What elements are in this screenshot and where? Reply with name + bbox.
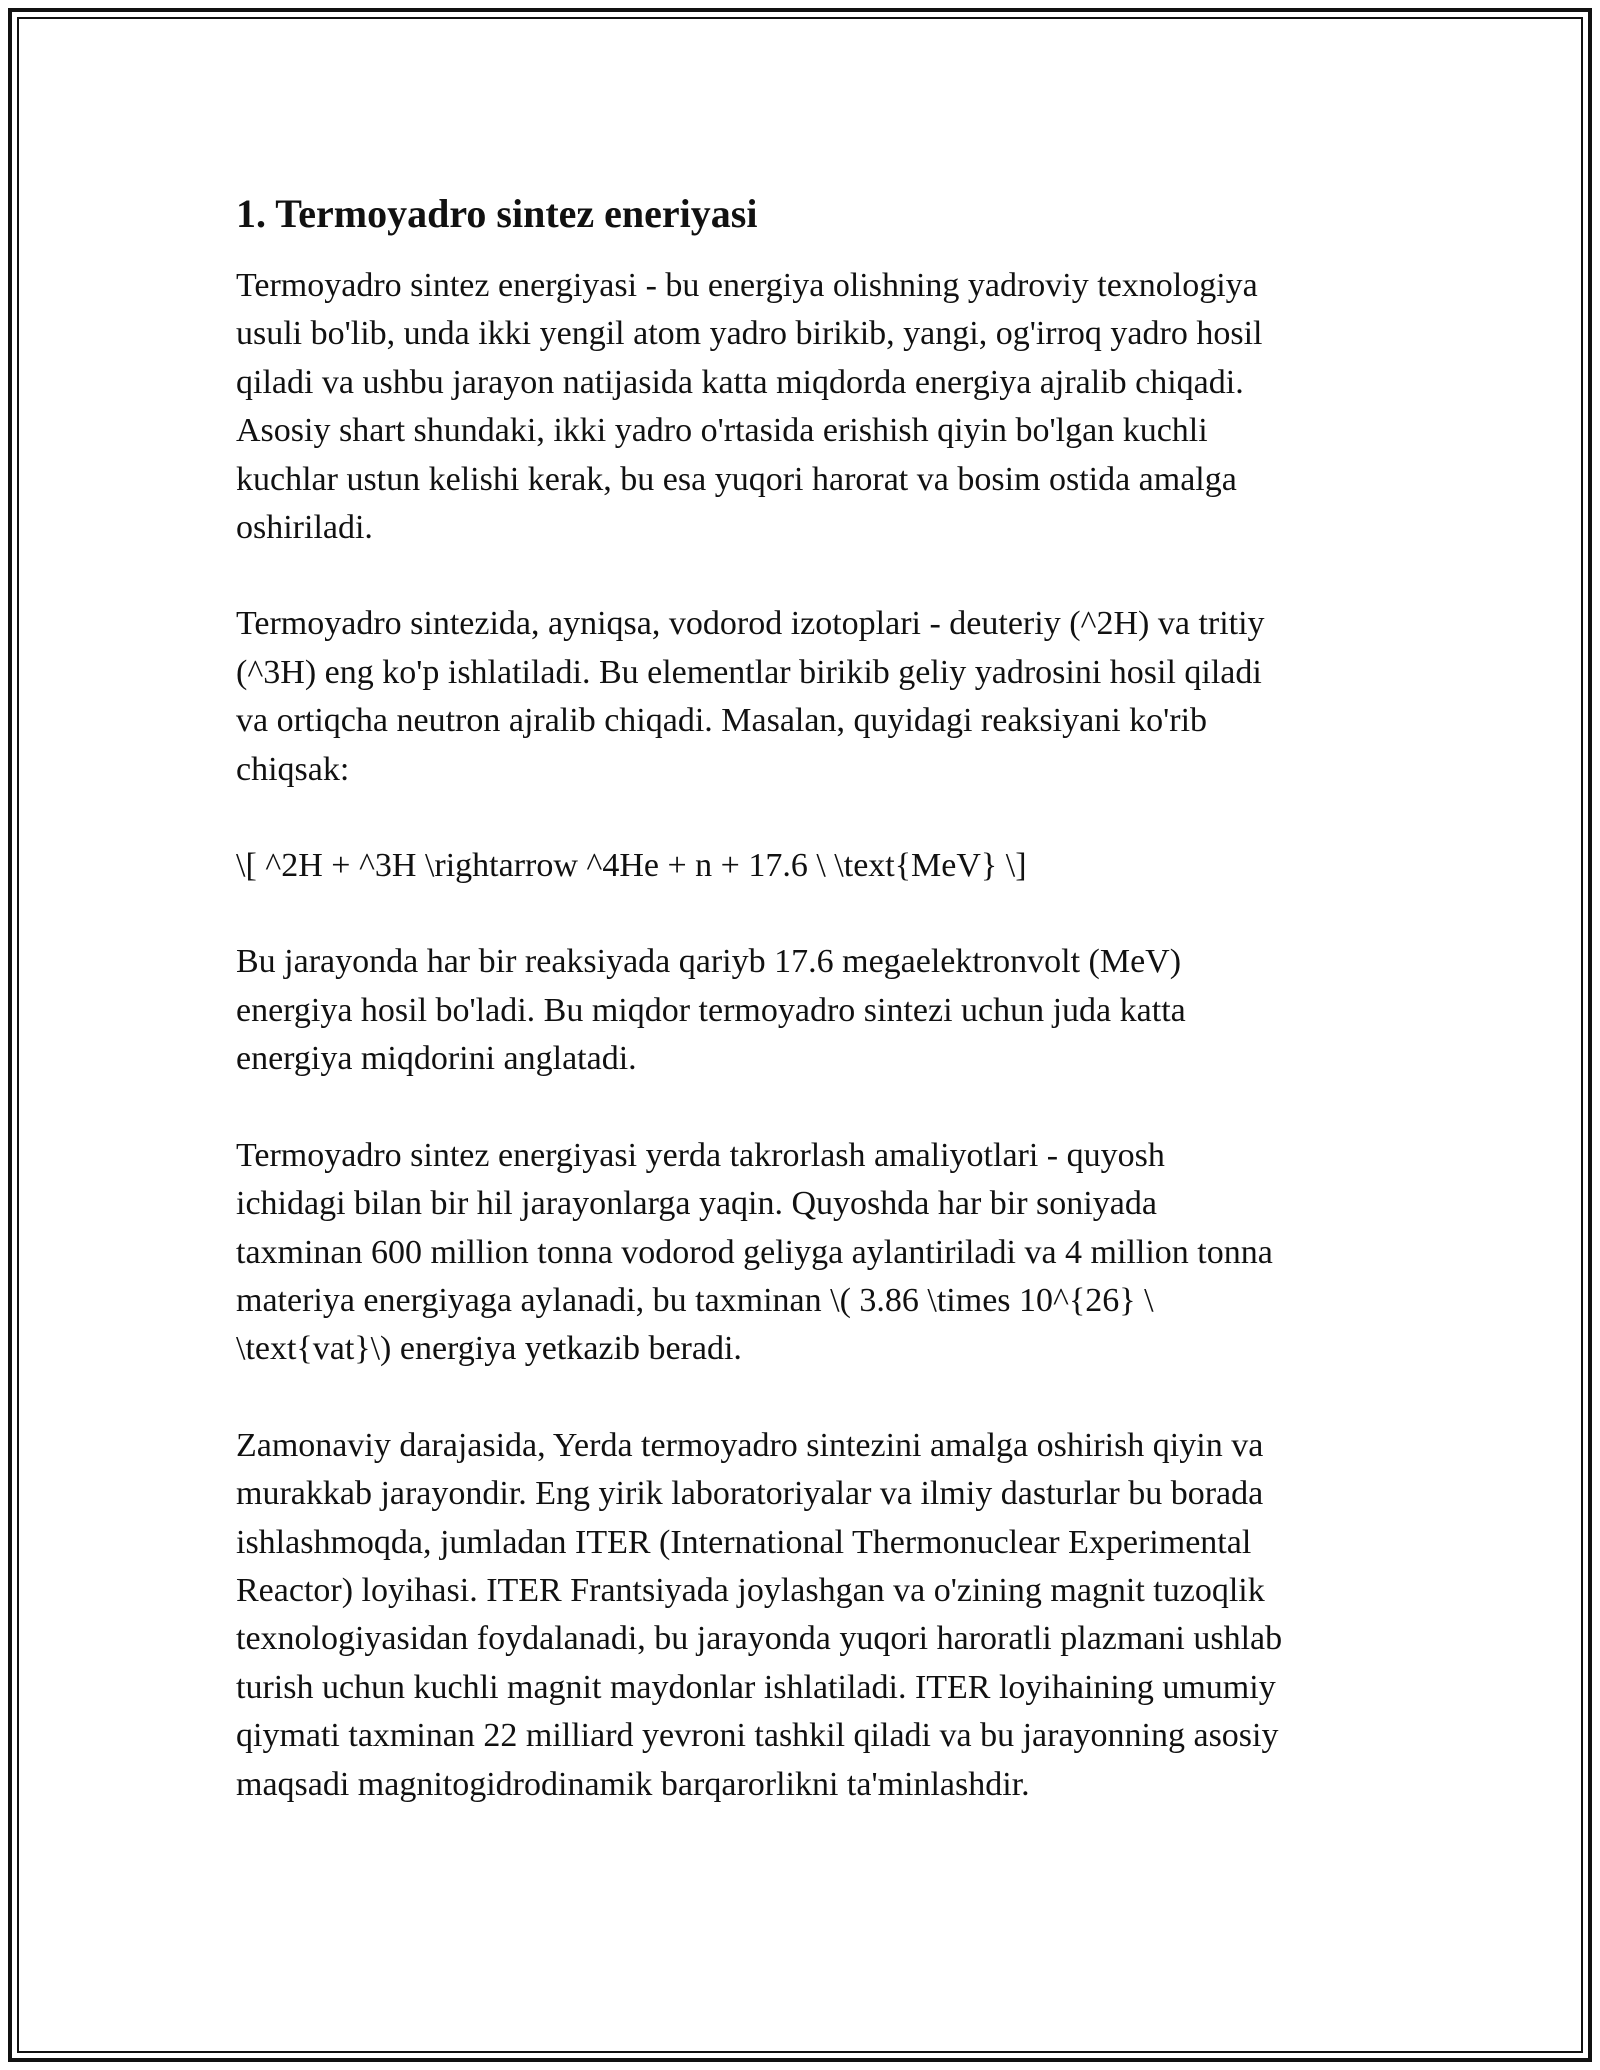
paragraph-isotopes: Termoyadro sintezida, ayniqsa, vodorod izotoplari - deuteriy (^2H) va tritiy (^3H) eng ko'p ishlatiladi. Bu elementlar birikib geliy yadrosini hosil qiladi va ortiqcha neutron ajralib chiqadi. Masalan, quyidagi reaksiyani ko'rib chiqsak: <box>236 605 1265 788</box>
paragraph-iter: Zamonaviy darajasida, Yerda termoyadro sintezini amalga oshirish qiyin va murakkab jarayondir. Eng yirik laboratoriyalar va ilmiy dasturlar bu borada ishlashmoqda, jumladan ITER (International Thermonuclear Experimental Reactor) loyihasi. ITER Frantsiyada joylashgan va o'zining magnit tuzoqlik texnologiyasidan foydalanadi, bu jarayonda yuqori haroratli plazmani ushlab turish uchun kuchli magnit maydonlar ishlatiladi. ITER loyihaining umumiy qiymati taxminan 22 milliard yevroni tashkil qiladi va bu jarayonning asosiy maqsadi magnitogidrodinamik barqarorlikni ta'minlashdir. <box>236 1426 1283 1803</box>
reaction-equation: \[ ^2H + ^3H \rightarrow ^4He + n + 17.6 \ \text{MeV} \] <box>236 847 1027 885</box>
paragraph-intro: Termoyadro sintez energiyasi - bu energiya olishning yadroviy texnologiya usuli bo'lib, unda ikki yengil atom yadro birikib, yangi, og'irroq yadro hosil qiladi va ushbu jarayon natijasida katta miqdorda energiya ajralib chiqadi. Asosiy shart shundaki, ikki yadro o'rtasida erishish qiyin bo'lgan kuchli kuchlar ustun kelishi kerak, bu esa yuqori harorat va bosim ostida amalga oshiriladi. <box>236 267 1263 547</box>
section-heading: 1. Termoyadro sintez eneriyasi <box>236 191 758 236</box>
paragraph-energy-yield: Bu jarayonda har bir reaksiyada qariyb 17.6 megaelektronvolt (MeV) energiya hosil bo'ladi. Bu miqdor termoyadro sintezi uchun juda katta energiya miqdorini anglatadi. <box>236 943 1186 1078</box>
document-body <box>236 186 1371 1857</box>
paragraph-sun: Termoyadro sintez energiyasi yerda takrorlash amaliyotlari - quyosh ichidagi bilan bir hil jarayonlarga yaqin. Quyoshda har bir soniyada taxminan 600 million tonna vodorod geliyga aylantiriladi va 4 million tonna materiya energiyaga aylanadi, bu taxminan \( 3.86 \times 10^{26} \ \text{vat}\) energiya yetkazib beradi. <box>236 1136 1273 1368</box>
